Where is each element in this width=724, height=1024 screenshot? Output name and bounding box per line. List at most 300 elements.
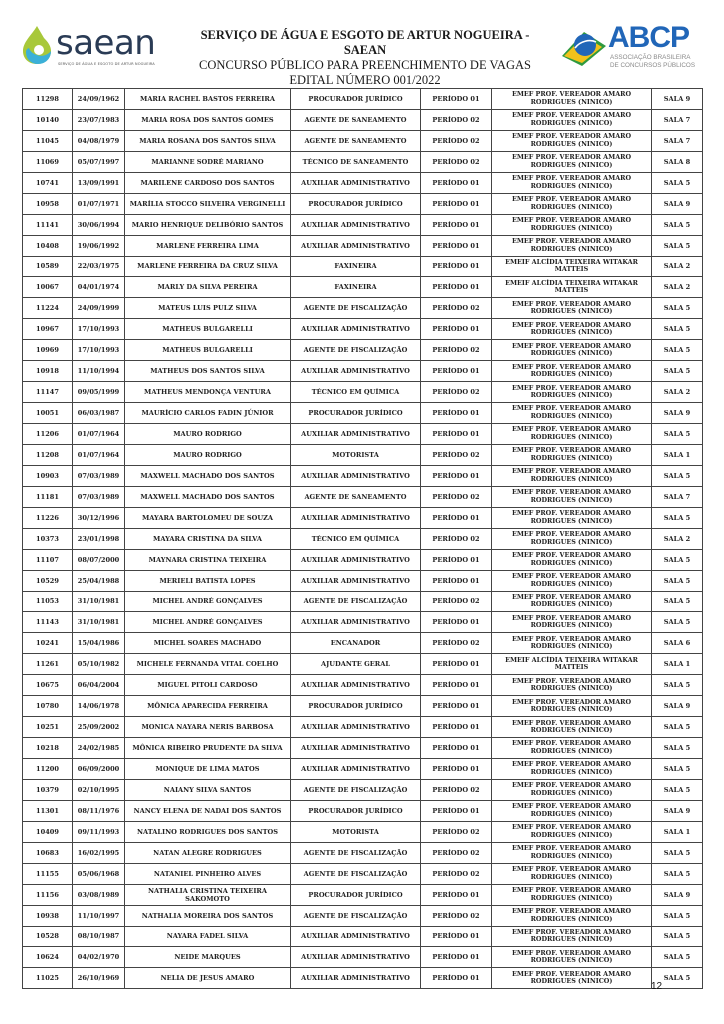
cell-registration-number: 10528 [23,926,73,947]
abcp-subtitle-line-2: DE CONCURSOS PÚBLICOS [610,61,696,69]
cell-position: AUXILIAR ADMINISTRATIVO [291,947,421,968]
cell-period: PERÍODO 02 [421,298,492,319]
cell-registration-number: 11261 [23,654,73,675]
cell-birth-date: 15/04/1986 [73,633,125,654]
table-row [23,654,703,675]
cell-birth-date: 06/04/2004 [73,675,125,696]
cell-position: AGENTE DE SANEAMENTO [291,486,421,507]
title-line-2: CONCURSO PÚBLICO PARA PREENCHIMENTO DE VAGAS [199,58,531,72]
cell-registration-number: 11206 [23,424,73,445]
cell-candidate-name: MÔNICA APARECIDA FERREIRA [125,696,291,717]
cell-registration-number: 11301 [23,800,73,821]
cell-exam-location: EMEF PROF. VEREADOR AMARO RODRIGUES (NINICO) [492,382,652,403]
cell-period: PERÍODO 01 [421,717,492,738]
cell-period: PERÍODO 01 [421,235,492,256]
cell-exam-location: EMEF PROF. VEREADOR AMARO RODRIGUES (NINICO) [492,89,652,110]
cell-candidate-name: MICHEL ANDRÉ GONÇALVES [125,591,291,612]
cell-room: SALA 7 [652,109,703,130]
cell-position: AUXILIAR ADMINISTRATIVO [291,172,421,193]
cell-room: SALA 9 [652,884,703,905]
cell-registration-number: 10938 [23,905,73,926]
cell-birth-date: 26/10/1969 [73,968,125,989]
cell-registration-number: 10675 [23,675,73,696]
cell-registration-number: 10589 [23,256,73,277]
table-row [23,340,703,361]
cell-exam-location: EMEF PROF. VEREADOR AMARO RODRIGUES (NINICO) [492,235,652,256]
cell-room: SALA 7 [652,486,703,507]
cell-exam-location: EMEF PROF. VEREADOR AMARO RODRIGUES (NINICO) [492,465,652,486]
cell-position: TÉCNICO EM QUÍMICA [291,382,421,403]
cell-candidate-name: MATHEUS BULGARELLI [125,319,291,340]
cell-registration-number: 10218 [23,738,73,759]
cell-period: PERÍODO 02 [421,821,492,842]
table-row [23,633,703,654]
cell-period: PERÍODO 01 [421,759,492,780]
cell-exam-location: EMEF PROF. VEREADOR AMARO RODRIGUES (NINICO) [492,528,652,549]
cell-room: SALA 6 [652,633,703,654]
cell-candidate-name: MAURO RODRIGO [125,444,291,465]
cell-room: SALA 5 [652,570,703,591]
cell-room: SALA 8 [652,151,703,172]
cell-position: FAXINEIRA [291,277,421,298]
cell-room: SALA 5 [652,717,703,738]
cell-birth-date: 08/10/1987 [73,926,125,947]
cell-registration-number: 11069 [23,151,73,172]
cell-registration-number: 11155 [23,863,73,884]
cell-registration-number: 11025 [23,968,73,989]
cell-position: PROCURADOR JURÍDICO [291,193,421,214]
cell-position: AGENTE DE FISCALIZAÇÃO [291,863,421,884]
cell-birth-date: 05/10/1982 [73,654,125,675]
cell-birth-date: 16/02/1995 [73,842,125,863]
cell-candidate-name: MICHELE FERNANDA VITAL COELHO [125,654,291,675]
cell-exam-location: EMEF PROF. VEREADOR AMARO RODRIGUES (NINICO) [492,151,652,172]
cell-candidate-name: NAIANY SILVA SANTOS [125,779,291,800]
cell-position: AGENTE DE FISCALIZAÇÃO [291,298,421,319]
cell-candidate-name: MARILENE CARDOSO DOS SANTOS [125,172,291,193]
cell-registration-number: 10958 [23,193,73,214]
table-row [23,424,703,445]
cell-room: SALA 5 [652,759,703,780]
cell-room: SALA 2 [652,528,703,549]
cell-birth-date: 17/10/1993 [73,319,125,340]
cell-registration-number: 10780 [23,696,73,717]
table-row [23,779,703,800]
cell-candidate-name: MONIQUE DE LIMA MATOS [125,759,291,780]
cell-registration-number: 11181 [23,486,73,507]
cell-period: PERÍODO 01 [421,926,492,947]
cell-birth-date: 06/09/2000 [73,759,125,780]
cell-period: PERÍODO 02 [421,130,492,151]
cell-exam-location: EMEF PROF. VEREADOR AMARO RODRIGUES (NINICO) [492,779,652,800]
cell-exam-location: EMEF PROF. VEREADOR AMARO RODRIGUES (NINICO) [492,842,652,863]
cell-room: SALA 5 [652,905,703,926]
cell-birth-date: 05/06/1968 [73,863,125,884]
cell-candidate-name: MARIA RACHEL BASTOS FERREIRA [125,89,291,110]
cell-candidate-name: MARLENE FERREIRA DA CRUZ SILVA [125,256,291,277]
table-row [23,193,703,214]
table-row [23,298,703,319]
cell-position: PROCURADOR JURÍDICO [291,800,421,821]
cell-candidate-name: MATEUS LUIS PULZ SILVA [125,298,291,319]
table-row [23,507,703,528]
saean-wordmark: saean [56,23,156,63]
cell-exam-location: EMEF PROF. VEREADOR AMARO RODRIGUES (NINICO) [492,130,652,151]
cell-room: SALA 9 [652,403,703,424]
cell-position: AUXILIAR ADMINISTRATIVO [291,570,421,591]
cell-room: SALA 5 [652,319,703,340]
cell-position: AGENTE DE FISCALIZAÇÃO [291,842,421,863]
table-row [23,256,703,277]
cell-exam-location: EMEF PROF. VEREADOR AMARO RODRIGUES (NINICO) [492,821,652,842]
cell-period: PERÍODO 01 [421,947,492,968]
cell-birth-date: 23/07/1983 [73,109,125,130]
cell-position: ENCANADOR [291,633,421,654]
cell-exam-location: EMEF PROF. VEREADOR AMARO RODRIGUES (NINICO) [492,612,652,633]
cell-registration-number: 10624 [23,947,73,968]
cell-exam-location: EMEF PROF. VEREADOR AMARO RODRIGUES (NINICO) [492,570,652,591]
cell-birth-date: 11/10/1997 [73,905,125,926]
cell-exam-location: EMEF PROF. VEREADOR AMARO RODRIGUES (NINICO) [492,591,652,612]
abcp-logo [560,21,710,74]
cell-candidate-name: MAXWELL MACHADO DOS SANTOS [125,486,291,507]
cell-room: SALA 5 [652,214,703,235]
cell-period: PERÍODO 01 [421,89,492,110]
abcp-wordmark: ABCP [608,21,690,54]
cell-position: PROCURADOR JURÍDICO [291,403,421,424]
cell-candidate-name: NATHALIA CRISTINA TEIXEIRA SAKOMOTO [125,884,291,905]
table-row [23,361,703,382]
cell-birth-date: 30/06/1994 [73,214,125,235]
cell-period: PERÍODO 01 [421,403,492,424]
cell-position: AUXILIAR ADMINISTRATIVO [291,319,421,340]
table-row [23,151,703,172]
cell-birth-date: 01/07/1971 [73,193,125,214]
cell-room: SALA 5 [652,340,703,361]
saean-subtitle: SERVIÇO DE ÁGUA E ESGOTO DE ARTUR NOGUEIRA [58,62,155,66]
cell-exam-location: EMEF PROF. VEREADOR AMARO RODRIGUES (NINICO) [492,403,652,424]
cell-room: SALA 5 [652,298,703,319]
cell-birth-date: 19/06/1992 [73,235,125,256]
abcp-emblem-icon [560,26,610,68]
document-title [180,28,550,88]
cell-position: AGENTE DE FISCALIZAÇÃO [291,340,421,361]
cell-birth-date: 17/10/1993 [73,340,125,361]
table-row [23,947,703,968]
cell-birth-date: 04/02/1970 [73,947,125,968]
cell-birth-date: 24/09/1962 [73,89,125,110]
table-row [23,444,703,465]
cell-room: SALA 5 [652,675,703,696]
cell-birth-date: 05/07/1997 [73,151,125,172]
cell-registration-number: 10241 [23,633,73,654]
table-row [23,528,703,549]
cell-candidate-name: MICHEL SOARES MACHADO [125,633,291,654]
cell-birth-date: 09/11/1993 [73,821,125,842]
cell-candidate-name: MARIA ROSA DOS SANTOS GOMES [125,109,291,130]
cell-position: MOTORISTA [291,821,421,842]
cell-period: PERÍODO 01 [421,507,492,528]
cell-position: AUXILIAR ADMINISTRATIVO [291,465,421,486]
cell-position: AUXILIAR ADMINISTRATIVO [291,549,421,570]
cell-position: PROCURADOR JURÍDICO [291,696,421,717]
cell-birth-date: 13/09/1991 [73,172,125,193]
cell-candidate-name: NATALINO RODRIGUES DOS SANTOS [125,821,291,842]
cell-period: PERÍODO 01 [421,361,492,382]
cell-registration-number: 11147 [23,382,73,403]
cell-candidate-name: NATANIEL PINHEIRO ALVES [125,863,291,884]
cell-period: PERÍODO 01 [421,193,492,214]
cell-candidate-name: NATAN ALEGRE RODRIGUES [125,842,291,863]
cell-registration-number: 10051 [23,403,73,424]
cell-candidate-name: MONICA NAYARA NERIS BARBOSA [125,717,291,738]
cell-position: AJUDANTE GERAL [291,654,421,675]
cell-registration-number: 11141 [23,214,73,235]
cell-candidate-name: MAURO RODRIGO [125,424,291,445]
cell-room: SALA 5 [652,968,703,989]
cell-room: SALA 9 [652,696,703,717]
cell-birth-date: 14/06/1978 [73,696,125,717]
cell-candidate-name: MAYARA CRISTINA DA SILVA [125,528,291,549]
cell-exam-location: EMEF PROF. VEREADOR AMARO RODRIGUES (NINICO) [492,340,652,361]
cell-birth-date: 11/10/1994 [73,361,125,382]
cell-candidate-name: NAYARA FADEL SILVA [125,926,291,947]
cell-exam-location: EMEF PROF. VEREADOR AMARO RODRIGUES (NINICO) [492,863,652,884]
cell-registration-number: 10409 [23,821,73,842]
table-row [23,319,703,340]
cell-birth-date: 07/03/1989 [73,465,125,486]
cell-birth-date: 06/03/1987 [73,403,125,424]
cell-exam-location: EMEF PROF. VEREADOR AMARO RODRIGUES (NINICO) [492,800,652,821]
cell-room: SALA 5 [652,863,703,884]
cell-registration-number: 10067 [23,277,73,298]
cell-registration-number: 10967 [23,319,73,340]
water-drop-icon [20,24,54,66]
cell-exam-location: EMEF PROF. VEREADOR AMARO RODRIGUES (NINICO) [492,926,652,947]
cell-registration-number: 11045 [23,130,73,151]
cell-room: SALA 1 [652,821,703,842]
cell-position: MOTORISTA [291,444,421,465]
cell-candidate-name: NEIDE MARQUES [125,947,291,968]
cell-candidate-name: MERIELI BATISTA LOPES [125,570,291,591]
cell-period: PERÍODO 01 [421,465,492,486]
cell-birth-date: 01/07/1964 [73,424,125,445]
cell-candidate-name: MARLENE FERREIRA LIMA [125,235,291,256]
table-row [23,926,703,947]
cell-position: AUXILIAR ADMINISTRATIVO [291,759,421,780]
cell-birth-date: 30/12/1996 [73,507,125,528]
cell-room: SALA 1 [652,444,703,465]
table-row [23,675,703,696]
cell-exam-location: EMEIF ALCÍDIA TEIXEIRA WITAKAR MATTEIS [492,256,652,277]
cell-birth-date: 24/02/1985 [73,738,125,759]
cell-position: AUXILIAR ADMINISTRATIVO [291,612,421,633]
table-row [23,235,703,256]
cell-birth-date: 09/05/1999 [73,382,125,403]
cell-room: SALA 9 [652,193,703,214]
table-row [23,842,703,863]
cell-position: AGENTE DE FISCALIZAÇÃO [291,779,421,800]
cell-registration-number: 10741 [23,172,73,193]
title-line-1: SERVIÇO DE ÁGUA E ESGOTO DE ARTUR NOGUEIRA - SAEAN [200,28,530,57]
cell-position: AUXILIAR ADMINISTRATIVO [291,214,421,235]
cell-room: SALA 5 [652,235,703,256]
cell-registration-number: 10683 [23,842,73,863]
cell-candidate-name: MATHEUS DOS SANTOS SILVA [125,361,291,382]
cell-birth-date: 08/11/1976 [73,800,125,821]
table-row [23,821,703,842]
table-row [23,696,703,717]
cell-exam-location: EMEF PROF. VEREADOR AMARO RODRIGUES (NINICO) [492,361,652,382]
cell-exam-location: EMEF PROF. VEREADOR AMARO RODRIGUES (NINICO) [492,738,652,759]
cell-registration-number: 10918 [23,361,73,382]
cell-birth-date: 31/10/1981 [73,591,125,612]
cell-room: SALA 5 [652,361,703,382]
cell-exam-location: EMEF PROF. VEREADOR AMARO RODRIGUES (NINICO) [492,884,652,905]
cell-period: PERÍODO 02 [421,486,492,507]
table-body [23,89,703,989]
cell-exam-location: EMEF PROF. VEREADOR AMARO RODRIGUES (NINICO) [492,696,652,717]
table-row [23,172,703,193]
cell-exam-location: EMEF PROF. VEREADOR AMARO RODRIGUES (NINICO) [492,507,652,528]
table-row [23,717,703,738]
cell-period: PERÍODO 01 [421,319,492,340]
cell-room: SALA 5 [652,947,703,968]
cell-period: PERÍODO 02 [421,528,492,549]
cell-position: TÉCNICO EM QUÍMICA [291,528,421,549]
cell-birth-date: 25/09/2002 [73,717,125,738]
cell-birth-date: 04/08/1979 [73,130,125,151]
cell-candidate-name: MARIO HENRIQUE DELIBÓRIO SANTOS [125,214,291,235]
cell-candidate-name: MÔNICA RIBEIRO PRUDENTE DA SILVA [125,738,291,759]
cell-room: SALA 2 [652,382,703,403]
cell-room: SALA 9 [652,89,703,110]
cell-candidate-name: MATHEUS MENDONÇA VENTURA [125,382,291,403]
cell-position: AGENTE DE FISCALIZAÇÃO [291,591,421,612]
cell-exam-location: EMEF PROF. VEREADOR AMARO RODRIGUES (NINICO) [492,444,652,465]
cell-room: SALA 5 [652,172,703,193]
cell-registration-number: 10379 [23,779,73,800]
saean-logo [20,24,160,68]
cell-birth-date: 02/10/1995 [73,779,125,800]
cell-registration-number: 11053 [23,591,73,612]
cell-period: PERÍODO 01 [421,675,492,696]
cell-registration-number: 11156 [23,884,73,905]
cell-birth-date: 07/03/1989 [73,486,125,507]
cell-position: AUXILIAR ADMINISTRATIVO [291,717,421,738]
cell-position: AGENTE DE FISCALIZAÇÃO [291,905,421,926]
cell-period: PERÍODO 02 [421,863,492,884]
cell-birth-date: 25/04/1988 [73,570,125,591]
cell-registration-number: 11143 [23,612,73,633]
cell-exam-location: EMEF PROF. VEREADOR AMARO RODRIGUES (NINICO) [492,759,652,780]
table-row [23,486,703,507]
cell-registration-number: 10408 [23,235,73,256]
cell-birth-date: 04/01/1974 [73,277,125,298]
cell-position: FAXINEIRA [291,256,421,277]
cell-period: PERÍODO 01 [421,424,492,445]
cell-exam-location: EMEF PROF. VEREADOR AMARO RODRIGUES (NINICO) [492,193,652,214]
cell-period: PERÍODO 02 [421,842,492,863]
cell-room: SALA 7 [652,130,703,151]
cell-candidate-name: NELIA DE JESUS AMARO [125,968,291,989]
table-row [23,403,703,424]
cell-exam-location: EMEF PROF. VEREADOR AMARO RODRIGUES (NINICO) [492,905,652,926]
cell-registration-number: 10529 [23,570,73,591]
cell-position: TÉCNICO DE SANEAMENTO [291,151,421,172]
cell-period: PERÍODO 02 [421,905,492,926]
cell-exam-location: EMEF PROF. VEREADOR AMARO RODRIGUES (NINICO) [492,968,652,989]
cell-room: SALA 5 [652,465,703,486]
cell-period: PERÍODO 01 [421,277,492,298]
cell-room: SALA 5 [652,507,703,528]
cell-candidate-name: MAURÍCIO CARLOS FADIN JÚNIOR [125,403,291,424]
page-header [0,0,724,86]
table-row [23,130,703,151]
cell-exam-location: EMEF PROF. VEREADOR AMARO RODRIGUES (NINICO) [492,947,652,968]
cell-exam-location: EMEF PROF. VEREADOR AMARO RODRIGUES (NINICO) [492,319,652,340]
cell-position: AUXILIAR ADMINISTRATIVO [291,926,421,947]
cell-room: SALA 5 [652,926,703,947]
cell-position: AUXILIAR ADMINISTRATIVO [291,361,421,382]
table-row [23,549,703,570]
cell-period: PERÍODO 01 [421,738,492,759]
cell-registration-number: 11200 [23,759,73,780]
cell-period: PERÍODO 02 [421,109,492,130]
cell-birth-date: 22/03/1975 [73,256,125,277]
page-number: 12 [651,981,663,992]
cell-birth-date: 24/09/1999 [73,298,125,319]
table-row [23,465,703,486]
candidates-table [22,88,703,989]
cell-room: SALA 9 [652,800,703,821]
cell-period: PERÍODO 01 [421,612,492,633]
cell-position: AGENTE DE SANEAMENTO [291,109,421,130]
table-row [23,591,703,612]
cell-period: PERÍODO 02 [421,382,492,403]
cell-period: PERÍODO 01 [421,696,492,717]
cell-birth-date: 31/10/1981 [73,612,125,633]
cell-period: PERÍODO 02 [421,633,492,654]
cell-period: PERÍODO 02 [421,151,492,172]
cell-period: PERÍODO 02 [421,591,492,612]
table-row [23,863,703,884]
cell-exam-location: EMEF PROF. VEREADOR AMARO RODRIGUES (NINICO) [492,172,652,193]
cell-candidate-name: MARLY DA SILVA PEREIRA [125,277,291,298]
cell-candidate-name: MARIANNE SODRÉ MARIANO [125,151,291,172]
table-row [23,277,703,298]
cell-registration-number: 11107 [23,549,73,570]
cell-exam-location: EMEF PROF. VEREADOR AMARO RODRIGUES (NINICO) [492,549,652,570]
cell-exam-location: EMEF PROF. VEREADOR AMARO RODRIGUES (NINICO) [492,214,652,235]
cell-exam-location: EMEF PROF. VEREADOR AMARO RODRIGUES (NINICO) [492,717,652,738]
cell-exam-location: EMEF PROF. VEREADOR AMARO RODRIGUES (NINICO) [492,633,652,654]
cell-period: PERÍODO 01 [421,549,492,570]
cell-exam-location: EMEIF ALCÍDIA TEIXEIRA WITAKAR MATTEIS [492,654,652,675]
cell-candidate-name: MIGUEL PITOLI CARDOSO [125,675,291,696]
cell-exam-location: EMEF PROF. VEREADOR AMARO RODRIGUES (NINICO) [492,298,652,319]
table-row [23,738,703,759]
cell-room: SALA 5 [652,591,703,612]
cell-registration-number: 10969 [23,340,73,361]
cell-period: PERÍODO 02 [421,779,492,800]
cell-period: PERÍODO 01 [421,884,492,905]
cell-period: PERÍODO 01 [421,968,492,989]
cell-period: PERÍODO 01 [421,570,492,591]
cell-period: PERÍODO 01 [421,256,492,277]
cell-registration-number: 11224 [23,298,73,319]
cell-room: SALA 2 [652,256,703,277]
